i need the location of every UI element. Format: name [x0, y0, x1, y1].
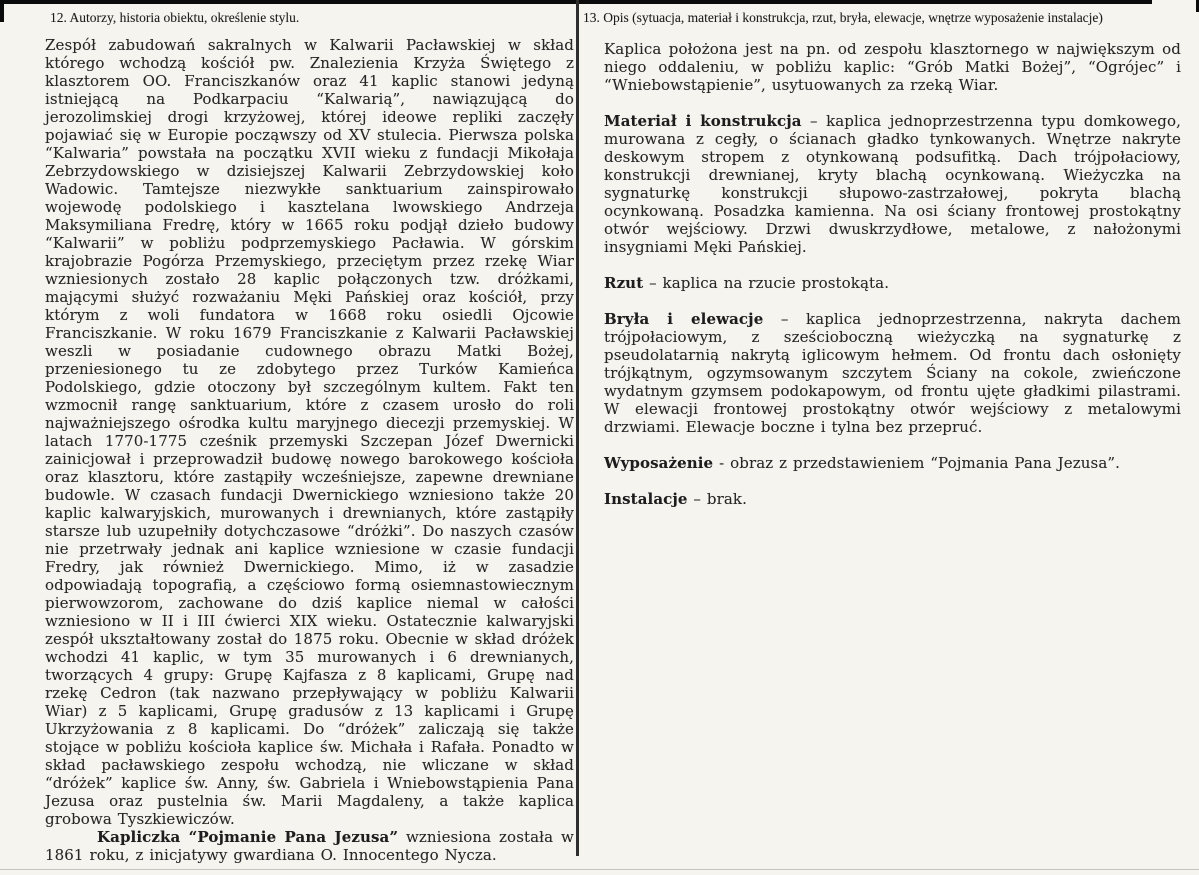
right-column-description — [604, 40, 1181, 526]
installations-paragraph — [604, 490, 1181, 508]
chapel-founding-text: wzniesiona została w 1861 roku, z inicjatywy gwardiana O. Innocentego Nycza. — [45, 828, 574, 864]
situation-text: Kaplica położona jest na pn. od zespołu klasztornego w największym od niego oddaleniu, w pobliżu kaplic: “Grób Matki Bożej”, “Ogrójec” i “Wniebowstąpienie”, usytuowanych za rzeką Wiar. — [604, 40, 1181, 94]
plan-label: Rzut — [604, 274, 644, 292]
history-paragraph: Zespół zabudowań sakralnych w Kalwarii Pacławskiej w skład którego wchodzą kościół pw. Znalezienia Krzyża Świętego z klasztorem OO. Franciszkanów oraz 41 kaplic stanowi jedyną istniejącą na Podkarpaciu “Kalwarią”, nawiązującą do jerozolimskiej drogi krzyżowej, której ideowe repliki zaczęły pojawiać się w Europie począwszy od XV stulecia. Pierwsza polska “Kalwaria” powstała na początku XVII wieku z fundacji Mikołaja Zebrzydowskiego w dzisiejszej Kalwarii Zebrzydowskiej koło Wadowic. Tamtejsze niezwykłe sanktuarium zainspirowało wojewodę podolskiego i kasztelana lwowskiego Andrzeja Maksymiliana Fredrę, który w 1665 roku podjął dzieło budowy “Kalwarii” w pobliżu podprzemyskiego Pacławia. W górskim krajobrazie Pogórza Przemyskiego, przeciętym przez rzekę Wiar wzniesionych zostało 28 kaplic połączonych tzw. dróżkami, mającymi służyć rozważaniu Męki Pańskiej oraz kościół, przy którym z woli fundatora w 1668 roku osiedli Ojcowie Franciszkanie. W roku 1679 Franciszkanie z Kalwarii Pacławskiej weszli w posiadanie cudownego obrazu Matki Bożej, przeniesionego tu ze zdobytego przez Turków Kamieńca Podolskiego, gdzie otoczony był szczególnym kultem. Fakt ten wzmocnił rangę sanktuarium, które z czasem urosło do roli najważniejszego ośrodka kultu maryjnego diecezji przemyskiej. W latach 1770-1775 cześnik przemyski Szczepan Józef Dwernicki zainicjował i przeprowadził budowę nowego barokowego kościoła oraz klasztoru, które zastąpiły wcześniejsze, zapewne drewniane budowle. W czasach fundacji Dwernickiego wzniesiono także 20 kaplic kalwaryjskich, murowanych i drewnianych, które zastąpiły starsze lub uzupełniły dotychczasowe “dróżki”. Do naszych czasów nie przetrwały jednak ani kaplice wzniesione w czasie fundacji Fredry, jak również Dwernickiego. Mimo, iż w zasadzie odpowiadają topografią, a częściowo formą osiemnastowiecznym pierwowzorom, zachowane do dziś kaplice niemal w całości wzniesiono w II i III ćwierci XIX wieku. Ostatecznie kalwaryjski zespół ukształtowany został do 1875 roku. Obecnie w skład dróżek wchodzi 41 kaplic, w tym 35 murowanych i 6 drewnianych, tworzących 4 grupy: Grupę Kajfasza z 8 kaplicami, Grupę nad rzekę Cedron (tak nazwano przepływający w pobliżu Kalwarii Wiar) z 5 kaplicami, Grupę gradusów z 13 kaplicami i Grupę Ukrzyżowania z 8 kaplicami. Do “dróżek” zaliczają się także stojące w pobliżu kościoła kaplice św. Michała i Rafała. Ponadto w skład pacławskiego zespołu wchodzą, nie wliczane w skład “dróżek” kaplice św. Anny, św. Gabriela i Wniebowstąpienia Pana Jezusa oraz pustelnia św. Marii Magdaleny, a także kaplica grobowa Tyszkiewiczów. — [45, 36, 574, 828]
scan-bottom-edge-artifact — [0, 869, 1199, 870]
situation-paragraph — [604, 40, 1181, 94]
chapel-founding-paragraph — [45, 828, 574, 864]
installations-text: – brak. — [687, 490, 747, 508]
section-13-header: 13. Opis (sytuacja, materiał i konstrukcja, rzut, bryła, elewacje, wnętrze wyposażenie instalacje) — [583, 10, 1103, 25]
plan-text: – kaplica na rzucie prostokąta. — [643, 274, 890, 292]
column-divider-rule — [576, 0, 579, 856]
installations-label: Instalacje — [604, 490, 688, 508]
massing-label: Bryła i elewacje — [604, 310, 764, 328]
scan-left-edge-artifact — [0, 0, 4, 22]
section-12-header: 12. Autorzy, historia obiektu, określenie stylu. — [50, 10, 300, 25]
material-paragraph — [604, 112, 1181, 256]
massing-text: – kaplica jednoprzestrzenna, nakryta dachem trójpołaciowym, z sześcioboczną wieżyczką na sygnaturkę z pseudolatarnią nakrytą iglicowym hełmem. Od frontu dach osłonięty trójkątnym, ogzymsowanym szczytem Ściany na cokole, zwieńczone wydatnym gzymsem podokapowym, od frontu ujęte gładkimi pilastrami. W elewacji frontowej prostokątny otwór wejściowy z metalowymi drzwiami. Elewacje boczne i tylna bez przepruć. — [604, 310, 1181, 436]
material-label: Materiał i konstrukcja — [604, 112, 802, 130]
material-text: – kaplica jednoprzestrzenna typu domkowego, murowana z cegły, o ścianach gładko tynkowanych. Wnętrze nakryte deskowym stropem z otynkowaną podsufitką. Dach trójpołaciowy, konstrukcji drewnianej, kryty blachą ocynkowaną. Wieżyczka na sygnaturkę konstrukcji słupowo-zastrzałowej, pokryta blachą ocynkowaną. Posadzka kamienna. Na osi ściany frontowej prostokątny otwór wejściowy. Drzwi dwuskrzydłowe, metalowe, z nałożonymi insygniami Męki Pańskiej. — [604, 112, 1181, 256]
furnishings-text: - obraz z przedstawieniem “Pojmania Pana Jezusa”. — [713, 454, 1120, 472]
furnishings-paragraph — [604, 454, 1181, 472]
left-column-history — [45, 36, 574, 864]
chapel-name-bold: Kapliczka “Pojmanie Pana Jezusa” — [97, 828, 399, 846]
plan-paragraph — [604, 274, 1181, 292]
massing-paragraph — [604, 310, 1181, 436]
furnishings-label: Wyposażenie — [604, 454, 714, 472]
